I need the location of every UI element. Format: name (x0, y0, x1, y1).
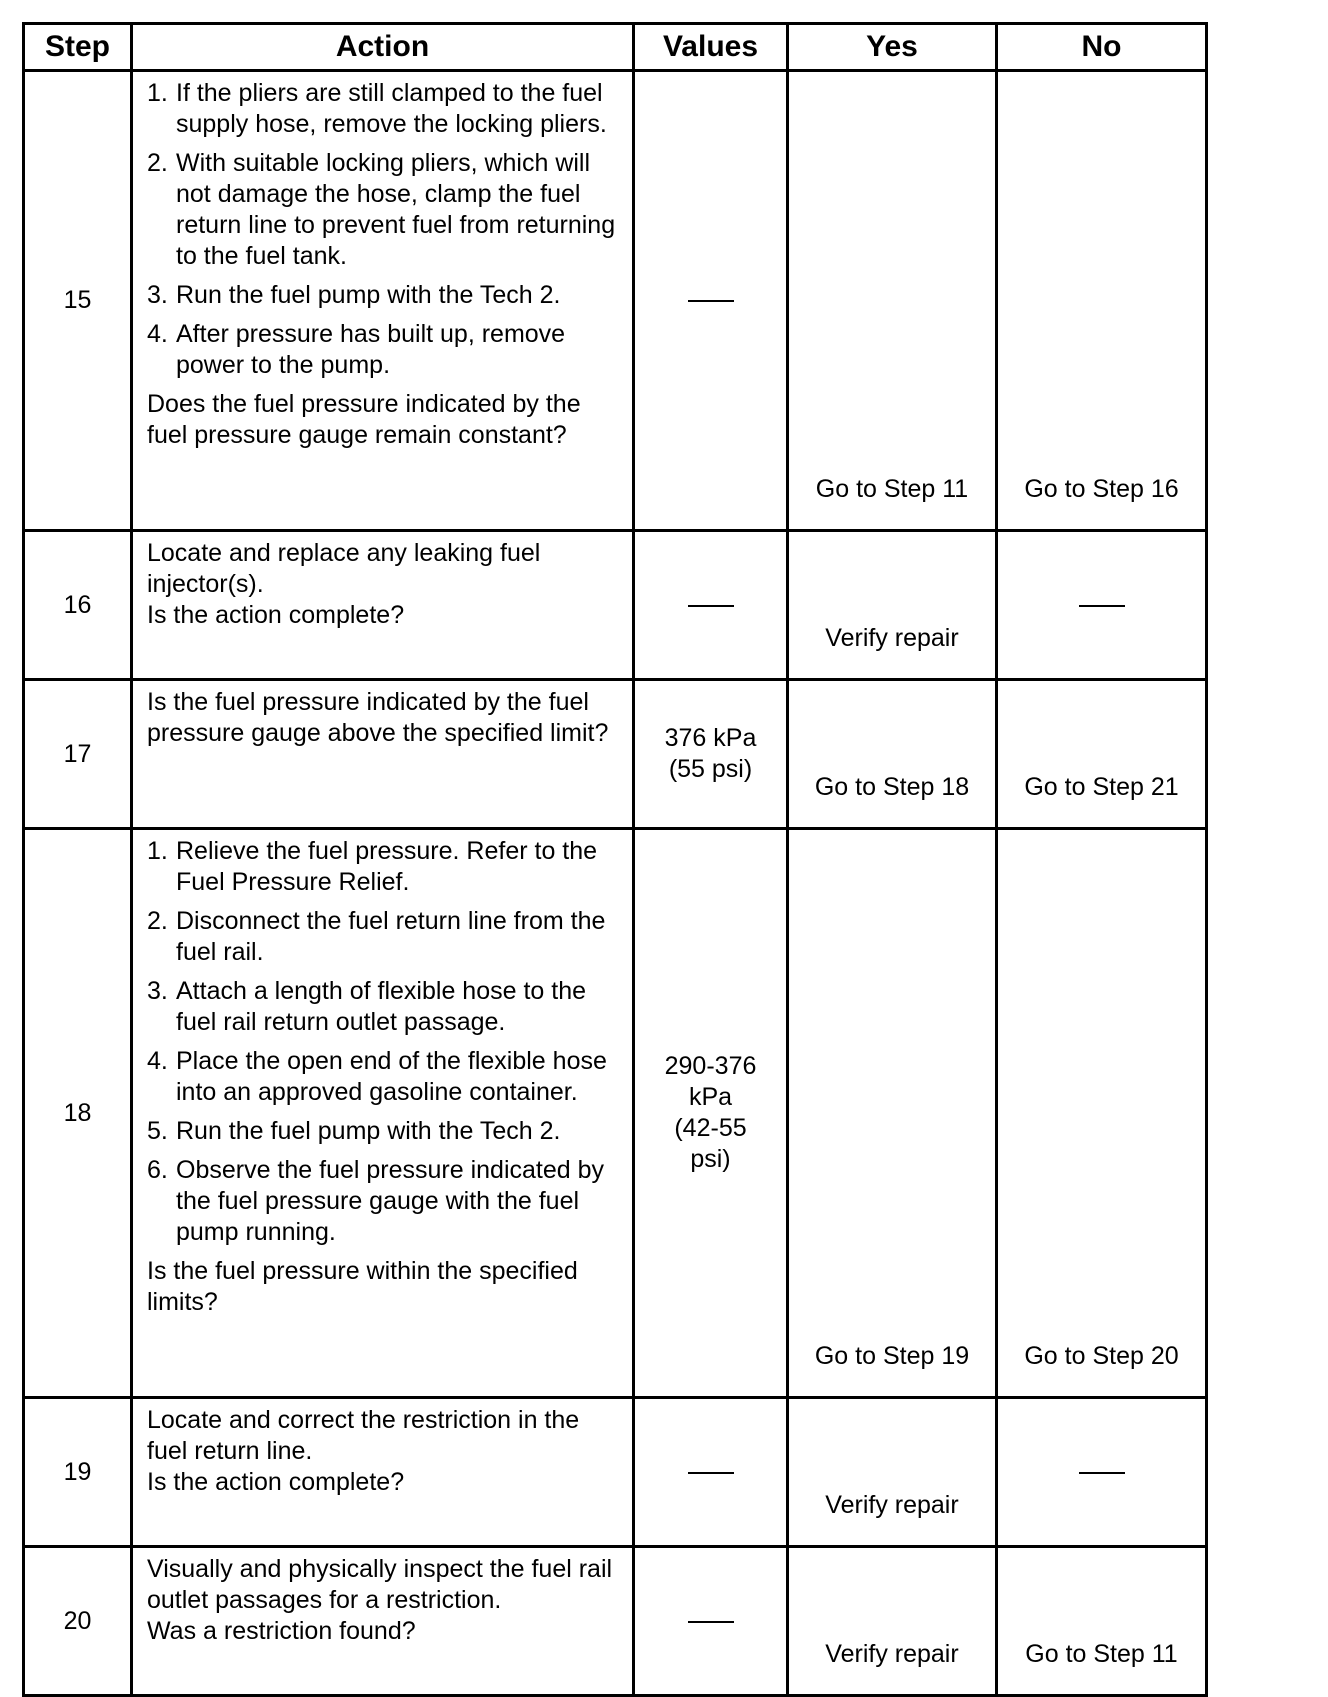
step-text: Run the fuel pump with the Tech 2. (176, 281, 561, 309)
empty-dash (688, 605, 734, 607)
values-cell (634, 680, 788, 829)
action-text: Visually and physically inspect the fuel rail outlet passages for a restriction. (147, 1555, 613, 1614)
values-cell (634, 71, 788, 531)
action-cell (132, 1547, 634, 1696)
value-text: (55 psi) (668, 755, 753, 783)
header-no: No (997, 24, 1207, 71)
action-step (147, 280, 620, 311)
action-step (147, 1116, 620, 1147)
yes-cell: Verify repair (788, 531, 997, 680)
action-step (147, 976, 620, 1038)
table-row (24, 829, 1207, 1398)
step-text: With suitable locking pliers, which will not damage the hose, clamp the fuel return line to prevent fuel from returning to the fuel tank. (176, 149, 616, 270)
action-step (147, 148, 620, 272)
no-cell (997, 531, 1207, 680)
empty-dash (1079, 605, 1125, 607)
value-text: 376 kPa (664, 724, 757, 752)
table-row (24, 531, 1207, 680)
table-row (24, 1398, 1207, 1547)
step-number: 20 (24, 1547, 132, 1696)
action-question: Does the fuel pressure indicated by the fuel pressure gauge remain constant? (147, 390, 581, 449)
step-number: 19 (24, 1398, 132, 1547)
step-num: 2. (147, 907, 168, 935)
header-action: Action (132, 24, 634, 71)
yes-cell: Go to Step 19 (788, 829, 997, 1398)
action-step (147, 1046, 620, 1108)
empty-dash (688, 1472, 734, 1474)
step-text: Relieve the fuel pressure. Refer to the Fuel Pressure Relief. (176, 837, 598, 896)
action-text: Locate and replace any leaking fuel injector(s). (147, 539, 541, 598)
step-number: 17 (24, 680, 132, 829)
empty-dash (688, 1621, 734, 1623)
yes-cell: Go to Step 11 (788, 71, 997, 531)
value-text: 290-376 (664, 1052, 757, 1080)
values-cell (634, 1547, 788, 1696)
header-step: Step (24, 24, 132, 71)
action-cell (132, 71, 634, 531)
yes-cell: Verify repair (788, 1398, 997, 1547)
step-number: 18 (24, 829, 132, 1398)
step-text: Observe the fuel pressure indicated by the fuel pressure gauge with the fuel pump running. (176, 1156, 605, 1246)
step-text: Disconnect the fuel return line from the fuel rail. (176, 907, 606, 966)
table-row (24, 680, 1207, 829)
step-num: 5. (147, 1117, 168, 1145)
action-step (147, 1155, 620, 1248)
action-step (147, 836, 620, 898)
no-cell: Go to Step 16 (997, 71, 1207, 531)
action-cell (132, 531, 634, 680)
step-number: 15 (24, 71, 132, 531)
action-question: Is the action complete? (147, 601, 405, 629)
step-num: 1. (147, 837, 168, 865)
step-num: 6. (147, 1156, 168, 1184)
action-step (147, 78, 620, 140)
action-question: Was a restriction found? (147, 1617, 416, 1645)
value-text: (42-55 (674, 1114, 747, 1142)
action-question: Is the fuel pressure within the specified limits? (147, 1257, 578, 1316)
step-num: 1. (147, 79, 168, 107)
no-cell: Go to Step 20 (997, 829, 1207, 1398)
header-yes: Yes (788, 24, 997, 71)
action-cell (132, 1398, 634, 1547)
action-question: Is the fuel pressure indicated by the fuel pressure gauge above the specified limit? (147, 688, 609, 747)
step-number: 16 (24, 531, 132, 680)
header-values: Values (634, 24, 788, 71)
value-text: psi) (690, 1145, 731, 1173)
action-cell (132, 829, 634, 1398)
action-step (147, 906, 620, 968)
table-row (24, 1547, 1207, 1696)
step-num: 3. (147, 281, 168, 309)
values-cell (634, 1398, 788, 1547)
action-steps (147, 836, 620, 1248)
step-num: 2. (147, 149, 168, 177)
diagnostic-table (22, 22, 1208, 1697)
step-num: 4. (147, 1047, 168, 1075)
values-cell (634, 829, 788, 1398)
action-text: Locate and correct the restriction in the fuel return line. (147, 1406, 580, 1465)
step-text: Place the open end of the flexible hose into an approved gasoline container. (176, 1047, 607, 1106)
action-question: Is the action complete? (147, 1468, 405, 1496)
table-header-row (24, 24, 1207, 71)
action-step (147, 319, 620, 381)
no-cell: Go to Step 11 (997, 1547, 1207, 1696)
value-text: kPa (688, 1083, 733, 1111)
yes-cell: Verify repair (788, 1547, 997, 1696)
yes-cell: Go to Step 18 (788, 680, 997, 829)
step-text: After pressure has built up, remove power to the pump. (176, 320, 566, 379)
action-steps (147, 78, 620, 381)
step-text: If the pliers are still clamped to the fuel supply hose, remove the locking pliers. (176, 79, 607, 138)
no-cell (997, 1398, 1207, 1547)
no-cell: Go to Step 21 (997, 680, 1207, 829)
action-cell (132, 680, 634, 829)
empty-dash (1079, 1472, 1125, 1474)
empty-dash (688, 300, 734, 302)
step-num: 4. (147, 320, 168, 348)
step-text: Run the fuel pump with the Tech 2. (176, 1117, 561, 1145)
step-text: Attach a length of flexible hose to the fuel rail return outlet passage. (176, 977, 586, 1036)
step-num: 3. (147, 977, 168, 1005)
values-cell (634, 531, 788, 680)
table-row (24, 71, 1207, 531)
